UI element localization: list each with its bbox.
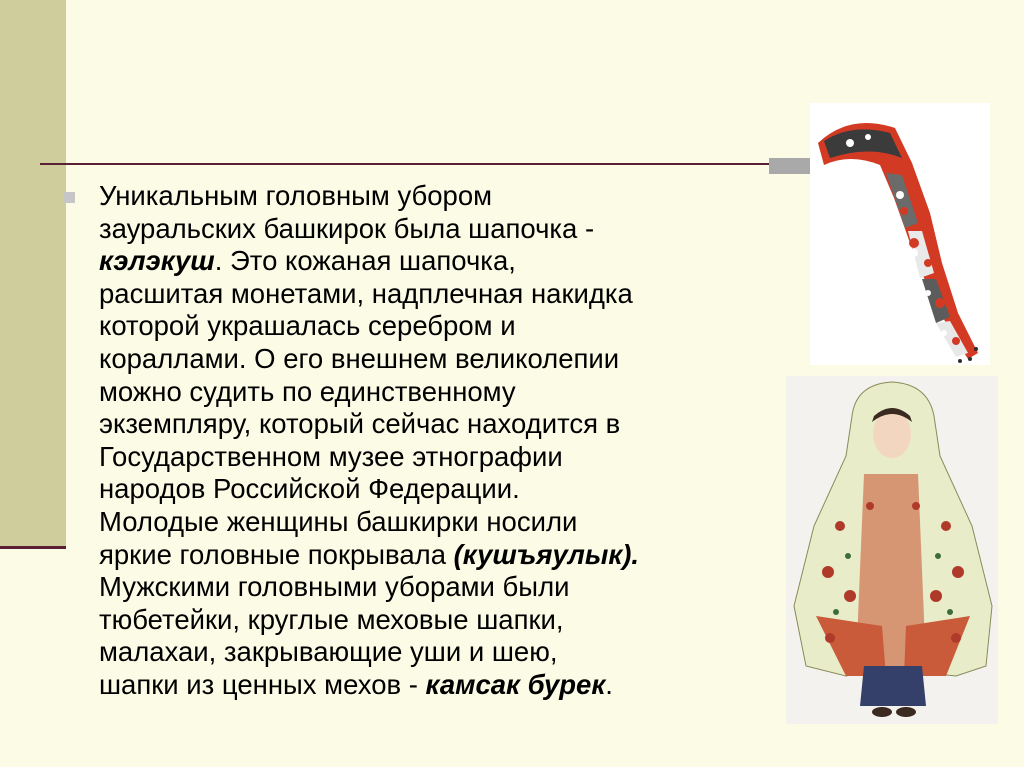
left-band-rule (0, 546, 66, 549)
bullet-square-icon (64, 192, 75, 203)
headdress-image (810, 103, 990, 365)
text-line: шапки из ценных мехов - (99, 668, 426, 700)
headdress-illustration (810, 103, 990, 365)
text-line: Мужскими головными уборами были (99, 571, 570, 603)
text-line: народов Российской Федерации. (99, 473, 520, 505)
text-line: экземпляру, который сейчас находится в (99, 408, 621, 440)
text-line: которой украшалась серебром и (99, 310, 516, 342)
woman-illustration (786, 376, 998, 724)
title-rule (40, 163, 810, 165)
text-line: . (605, 668, 613, 700)
body-paragraph (99, 180, 789, 702)
text-line: . Это кожаная шапочка, (214, 245, 516, 277)
text-line: яркие головные покрывала (99, 538, 454, 570)
woman-in-headscarf-image (786, 376, 998, 724)
text-line: зауральских башкирок была шапочка - (99, 212, 595, 244)
text-line: можно судить по единственному (99, 375, 516, 407)
text-line: малахаи, закрывающие уши и шею, (99, 636, 558, 668)
text-line: Молодые женщины башкирки носили (99, 505, 578, 537)
text-line: тюбетейки, круглые меховые шапки, (99, 603, 564, 635)
rule-accent (769, 158, 813, 174)
text-line: расшитая монетами, надплечная накидка (99, 277, 633, 309)
left-decorative-band (0, 0, 66, 547)
term-kelekush: кэлэкуш (99, 245, 215, 277)
term-kamsak-burek: камсак бурек (425, 668, 606, 700)
term-kushyaulyk: (кушъяулык). (453, 538, 640, 570)
text-line: Уникальным головным убором (99, 180, 493, 211)
text-line: Государственном музее этнографии (99, 440, 563, 472)
text-line: кораллами. О его внешнем великолепии (99, 342, 620, 374)
